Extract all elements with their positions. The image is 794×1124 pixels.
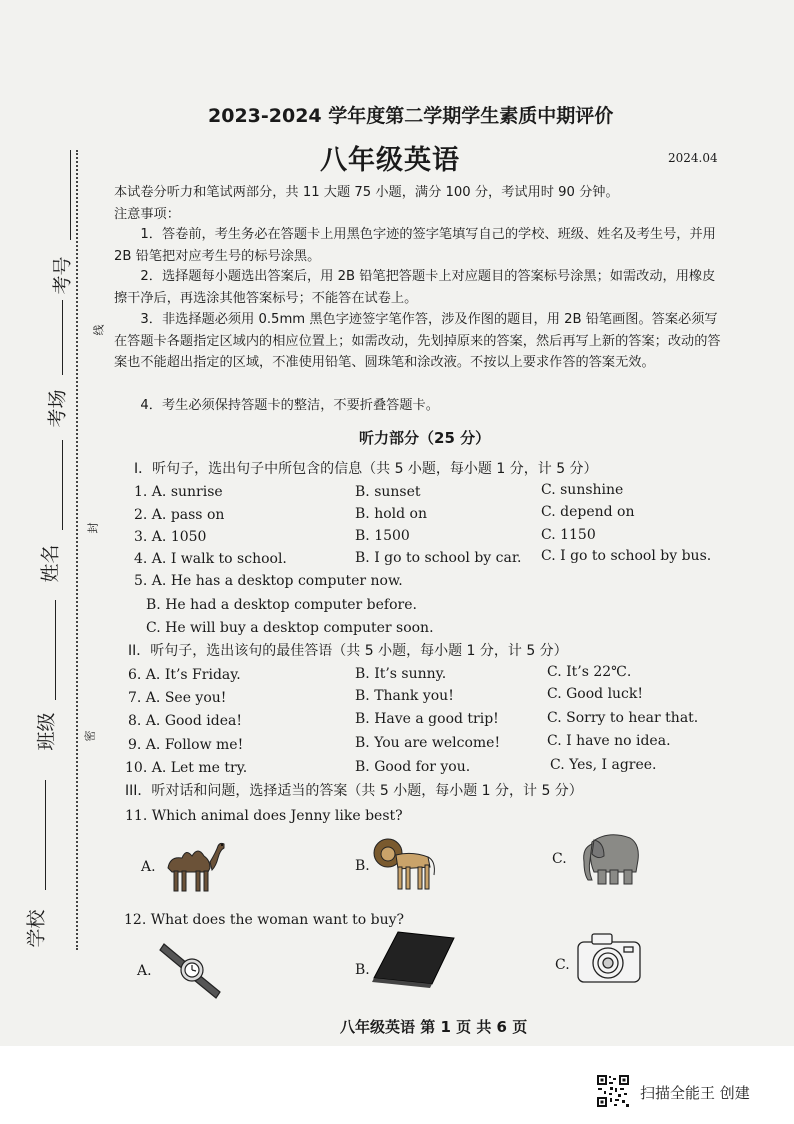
note-3: 3．非选择题必须用 0.5mm 黑色字迹签字笔作答，涉及作图的题目，用 2B 铅笔画图。答案必须写在答题卡各题指定区域内的相应位置上；如需改动，先划掉原来的答案，然后再写上新的答案；改动的答案也不能超出指定的区域，不准使用铅笔、圆珠笔和涂改液。不按以上要求作答的答案无效。 [114,312,721,370]
lion-icon [372,835,438,899]
binding-dotted-line [76,150,78,950]
scanner-watermark-text: 扫描全能王 创建 [640,1084,750,1102]
laptop-icon [370,928,456,994]
q12-option-c: C. [555,957,570,973]
q10-option-a: 10. A. Let me try. [125,760,248,776]
elephant-icon [578,828,644,892]
q10-option-c: C. Yes, I agree. [550,757,657,773]
listening-section-title: 听力部分（25 分） [359,429,491,447]
scanner-footer [0,1046,794,1124]
note-2: 2．选择题每小题选出答案后，用 2B 铅笔把答题卡上对应题目的答案标号涂黑；如需改动，用橡皮擦干净后，再选涂其他答案标号；不能答在试卷上。 [114,269,716,306]
exam-no-label: 考号 [51,256,74,295]
notes-title: 注意事项： [114,207,180,222]
q1-option-a: 1. A. sunrise [134,484,223,500]
q3-option-a: 3. A. 1050 [134,529,207,545]
class-line [55,600,56,700]
exam-date: 2024.04 [668,151,718,165]
q10-option-b: B. Good for you. [355,759,471,775]
q11-option-a: A. [141,859,156,875]
q1-option-b: B. sunset [355,484,421,500]
q6-option-c: C. It’s 22℃. [547,664,632,680]
intro-summary: 本试卷分听力和笔试两部分，共 11 大题 75 小题，满分 100 分，考试用时 90 分钟。 [114,185,619,200]
q4-option-a: 4. A. I walk to school. [134,551,287,567]
camel-icon [160,838,230,900]
exam-room-label: 考场 [46,389,69,428]
line-mark: 线 [92,324,106,336]
q7-option-c: C. Good luck! [547,686,644,702]
q8-option-a: 8. A. Good idea! [128,713,242,729]
q7-option-a: 7. A. See you! [128,690,227,706]
q4-option-b: B. I go to school by car. [355,550,522,566]
section-2-heading: II．听句子，选出该句的最佳答语（共 5 小题，每小题 1 分，计 5 分） [128,643,568,659]
section-1-heading: I．听句子，选出句子中所包含的信息（共 5 小题，每小题 1 分，计 5 分） [134,461,598,477]
camera-icon [574,930,644,992]
exam-no-line [70,150,71,240]
q12-option-a: A. [137,963,152,979]
page-number-footer: 八年级英语 第 1 页 共 6 页 [340,1018,528,1036]
q11-option-c: C. [552,851,567,867]
q8-option-b: B. Have a good trip! [355,711,499,727]
q6-option-b: B. It’s sunny. [355,666,447,682]
watch-icon [158,940,224,1004]
secret-mark: 密 [83,730,97,742]
q9-option-a: 9. A. Follow me! [128,737,244,753]
q3-option-b: B. 1500 [355,528,410,544]
seal-mark: 封 [86,522,100,534]
name-line [62,440,63,530]
q7-option-b: B. Thank you! [355,688,454,704]
note-4: 4．考生必须保持答题卡的整洁，不要折叠答题卡。 [140,398,439,413]
q9-option-b: B. You are welcome! [355,735,501,751]
q2-option-c: C. depend on [541,504,635,520]
name-label: 姓名 [39,544,62,583]
school-line [45,780,46,890]
q2-option-b: B. hold on [355,506,427,522]
q9-option-c: C. I have no idea. [547,733,671,749]
section-3-heading: III．听对话和问题，选择适当的答案（共 5 小题，每小题 1 分，计 5 分） [125,783,583,799]
exam-title: 2023-2024 学年度第二学期学生素质中期评价 [208,105,614,127]
q11-question: 11. Which animal does Jenny like best? [125,808,403,824]
qr-code-icon [596,1074,630,1112]
q12-option-b: B. [355,962,370,978]
q3-option-c: C. 1150 [541,527,596,543]
q1-option-c: C. sunshine [541,482,624,498]
q12-question: 12. What does the woman want to buy? [124,912,405,928]
note-1: 1．答卷前，考生务必在答题卡上用黑色字迹的签字笔填写自己的学校、班级、姓名及考生号，并用 2B 铅笔把对应考生号的标号涂黑。 [114,227,716,264]
q8-option-c: C. Sorry to hear that. [547,710,699,726]
school-label: 学校 [25,909,48,948]
q5-option-a: 5. A. He has a desktop computer now. [134,573,403,589]
class-label: 班级 [35,712,58,751]
q4-option-c: C. I go to school by bus. [541,548,712,564]
exam-room-line [62,300,63,375]
q5-option-b: B. He had a desktop computer before. [146,597,417,613]
q2-option-a: 2. A. pass on [134,507,225,523]
q11-option-b: B. [355,858,370,874]
q6-option-a: 6. A. It’s Friday. [128,667,241,683]
q5-option-c: C. He will buy a desktop computer soon. [146,620,434,636]
subject-title: 八年级英语 [320,145,460,176]
